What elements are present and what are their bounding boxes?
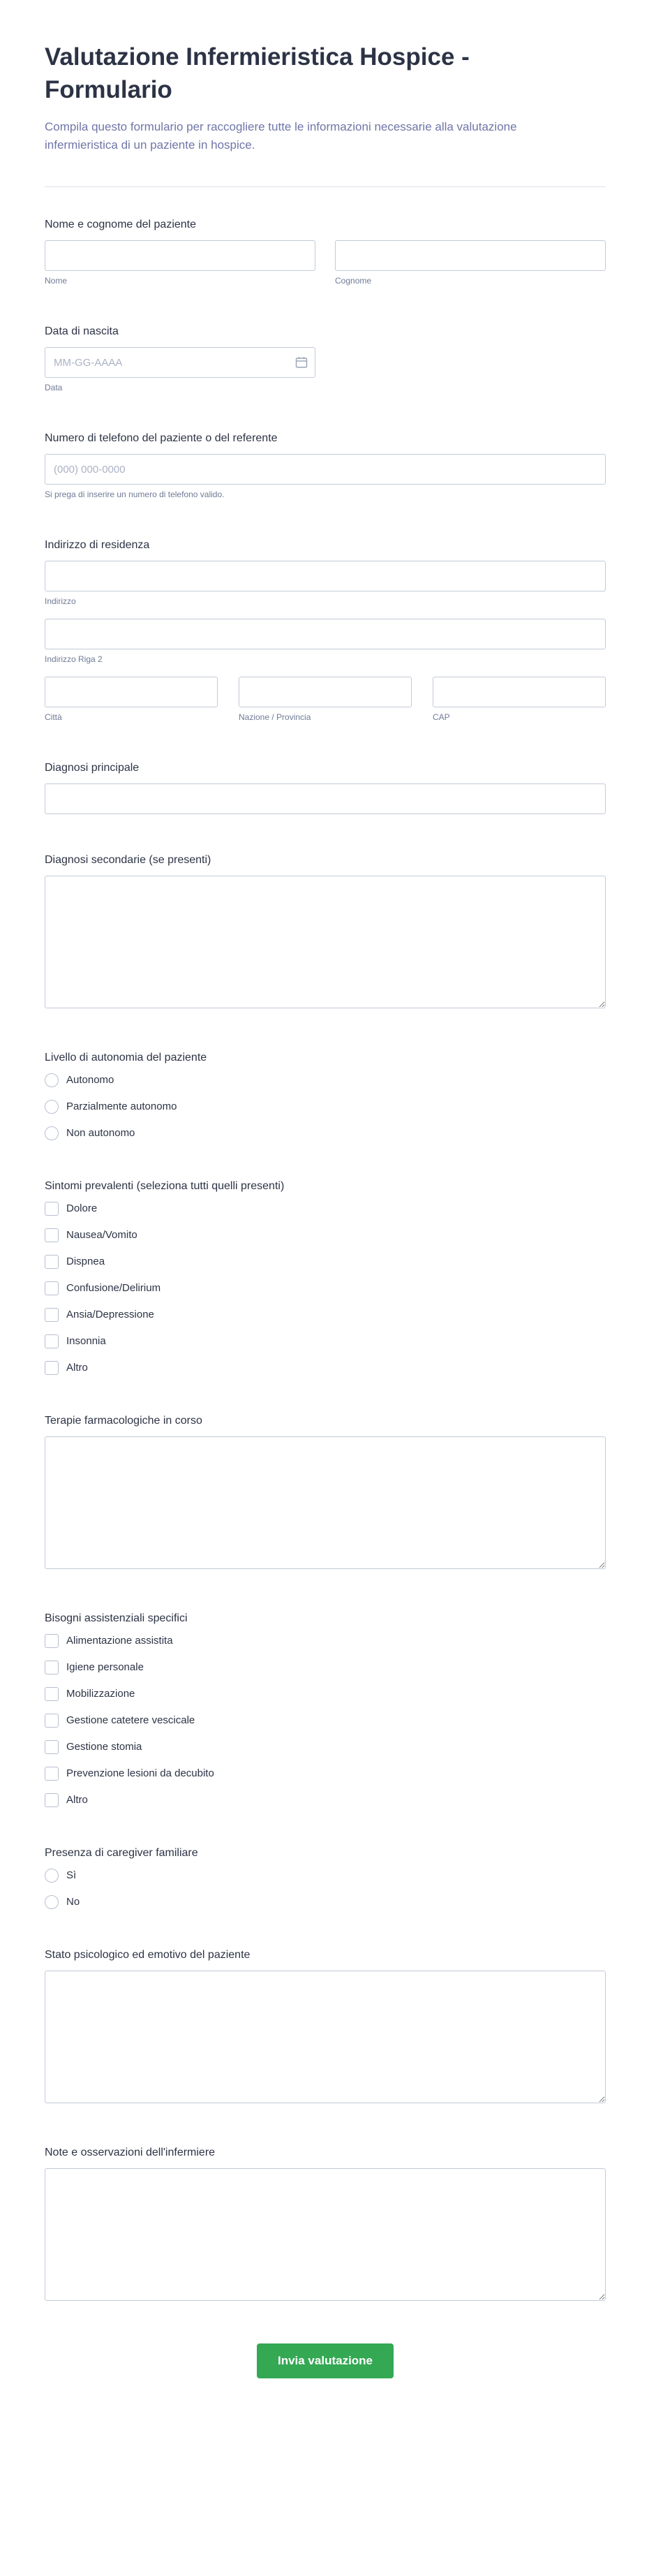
- last-name-input[interactable]: [335, 240, 606, 271]
- caregiver-label: Presenza di caregiver familiare: [45, 1847, 198, 1860]
- postal-input[interactable]: [433, 677, 606, 707]
- autonomy-option-1[interactable]: [45, 1100, 606, 1114]
- address-line2-input[interactable]: [45, 619, 606, 649]
- care-needs-option-6-label: Altro: [66, 1794, 88, 1806]
- address-line1-input[interactable]: [45, 561, 606, 591]
- symptoms-option-1[interactable]: [45, 1228, 606, 1242]
- symptoms-checkbox-6[interactable]: [45, 1361, 59, 1375]
- field-autonomy: [45, 1051, 606, 1140]
- field-caregiver: [45, 1846, 606, 1909]
- last-name-sublabel: Cognome: [335, 276, 372, 286]
- form-header: [45, 41, 606, 187]
- first-name-col: [45, 240, 315, 286]
- caregiver-option-1[interactable]: [45, 1895, 606, 1909]
- symptoms-option-2-label: Dispnea: [66, 1256, 105, 1268]
- symptoms-option-0[interactable]: [45, 1202, 606, 1216]
- autonomy-option-1-label: Parzialmente autonomo: [66, 1101, 177, 1113]
- symptoms-checkbox-5[interactable]: [45, 1334, 59, 1348]
- symptoms-option-5-label: Insonnia: [66, 1335, 106, 1348]
- city-input[interactable]: [45, 677, 218, 707]
- care-needs-checkbox-0[interactable]: [45, 1634, 59, 1648]
- autonomy-option-0[interactable]: [45, 1073, 606, 1087]
- state-col: [239, 677, 412, 722]
- page-title: Valutazione Infermieristica Hospice - Formulario: [45, 43, 470, 104]
- last-name-col: [335, 240, 606, 286]
- care-needs-option-3-label: Gestione catetere vescicale: [66, 1714, 195, 1727]
- full-name-label: Nome e cognome del paziente: [45, 219, 197, 231]
- secondary-diagnosis-label: Diagnosi secondarie (se presenti): [45, 854, 211, 867]
- autonomy-option-0-label: Autonomo: [66, 1074, 114, 1087]
- symptoms-option-5[interactable]: [45, 1334, 606, 1348]
- birth-date-label: Data di nascita: [45, 325, 119, 338]
- symptoms-option-3[interactable]: [45, 1281, 606, 1295]
- symptoms-checkbox-0[interactable]: [45, 1202, 59, 1216]
- field-notes: [45, 2146, 606, 2304]
- symptoms-checkbox-1[interactable]: [45, 1228, 59, 1242]
- full-name-row: [45, 240, 606, 286]
- autonomy-radio-1[interactable]: [45, 1100, 59, 1114]
- calendar-icon[interactable]: [295, 356, 308, 369]
- autonomy-radio-0[interactable]: [45, 1073, 59, 1087]
- address-line2-sublabel: Indirizzo Riga 2: [45, 654, 103, 665]
- field-primary-diagnosis: [45, 761, 606, 814]
- state-sublabel: Nazione / Provincia: [239, 712, 311, 723]
- first-name-sublabel: Nome: [45, 276, 68, 286]
- phone-label: Numero di telefono del paziente o del referente: [45, 432, 278, 445]
- state-input[interactable]: [239, 677, 412, 707]
- symptoms-option-4-label: Ansia/Depressione: [66, 1309, 154, 1321]
- psych-state-textarea[interactable]: [45, 1971, 606, 2103]
- therapies-textarea[interactable]: [45, 1436, 606, 1569]
- page-subtitle: Compila questo formulario per raccogliere tutte le informazioni necessarie alla valutazione infermieristica di un paziente in hospice.: [45, 119, 517, 152]
- field-care-needs: [45, 1612, 606, 1807]
- submit-button[interactable]: Invia valutazione: [257, 2343, 394, 2378]
- field-psych-state: [45, 1948, 606, 2107]
- primary-diagnosis-label: Diagnosi principale: [45, 762, 140, 774]
- birth-date-wrap: [45, 347, 315, 378]
- field-phone: [45, 432, 606, 499]
- care-needs-label: Bisogni assistenziali specifici: [45, 1612, 188, 1625]
- symptoms-checkbox-2[interactable]: [45, 1255, 59, 1269]
- care-needs-checkbox-6[interactable]: [45, 1793, 59, 1807]
- symptoms-option-6-label: Altro: [66, 1362, 88, 1374]
- phone-sublabel: Si prega di inserire un numero di telefono valido.: [45, 490, 225, 500]
- autonomy-radio-2[interactable]: [45, 1126, 59, 1140]
- city-col: [45, 677, 218, 722]
- symptoms-checkbox-4[interactable]: [45, 1308, 59, 1322]
- address-line1-row: [45, 561, 606, 606]
- symptoms-option-2[interactable]: [45, 1255, 606, 1269]
- care-needs-option-5[interactable]: [45, 1767, 606, 1781]
- primary-diagnosis-input[interactable]: [45, 783, 606, 814]
- care-needs-checkbox-1[interactable]: [45, 1661, 59, 1675]
- care-needs-checkbox-4[interactable]: [45, 1740, 59, 1754]
- symptoms-option-0-label: Dolore: [66, 1202, 98, 1215]
- psych-state-label: Stato psicologico ed emotivo del paziente: [45, 1949, 251, 1962]
- autonomy-label: Livello di autonomia del paziente: [45, 1052, 207, 1064]
- birth-date-input[interactable]: [45, 347, 315, 378]
- caregiver-option-0-label: Sì: [66, 1869, 77, 1882]
- postal-sublabel: CAP: [433, 712, 450, 723]
- autonomy-option-2-label: Non autonomo: [66, 1127, 135, 1140]
- address-line2-row: [45, 619, 606, 664]
- symptoms-label: Sintomi prevalenti (seleziona tutti quelli presenti): [45, 1180, 285, 1193]
- care-needs-option-4[interactable]: [45, 1740, 606, 1754]
- care-needs-option-5-label: Prevenzione lesioni da decubito: [66, 1767, 214, 1780]
- symptoms-option-6[interactable]: [45, 1361, 606, 1375]
- care-needs-option-3[interactable]: [45, 1714, 606, 1728]
- caregiver-option-1-label: No: [66, 1896, 80, 1908]
- symptoms-option-4[interactable]: [45, 1308, 606, 1322]
- notes-textarea[interactable]: [45, 2168, 606, 2301]
- therapies-label: Terapie farmacologiche in corso: [45, 1415, 202, 1427]
- field-birth-date: [45, 325, 606, 392]
- care-needs-option-1[interactable]: [45, 1661, 606, 1675]
- care-needs-option-2-label: Mobilizzazione: [66, 1688, 135, 1700]
- address-city-row: [45, 677, 606, 722]
- field-symptoms: [45, 1179, 606, 1375]
- city-sublabel: Città: [45, 712, 62, 723]
- field-therapies: [45, 1414, 606, 1573]
- submit-row: [45, 2343, 606, 2378]
- autonomy-option-2[interactable]: [45, 1126, 606, 1140]
- caregiver-radio-0[interactable]: [45, 1869, 59, 1883]
- caregiver-option-0[interactable]: [45, 1869, 606, 1883]
- care-needs-option-6[interactable]: [45, 1793, 606, 1807]
- symptoms-checkbox-3[interactable]: [45, 1281, 59, 1295]
- care-needs-option-1-label: Igiene personale: [66, 1661, 144, 1674]
- postal-col: [433, 677, 606, 722]
- caregiver-radio-1[interactable]: [45, 1895, 59, 1909]
- symptoms-option-1-label: Nausea/Vomito: [66, 1229, 137, 1242]
- care-needs-option-0-label: Alimentazione assistita: [66, 1635, 173, 1647]
- symptoms-option-3-label: Confusione/Delirium: [66, 1282, 161, 1295]
- birth-date-sublabel: Data: [45, 383, 63, 393]
- address-line1-sublabel: Indirizzo: [45, 596, 76, 607]
- field-address: [45, 538, 606, 722]
- first-name-input[interactable]: [45, 240, 315, 271]
- care-needs-checkbox-5[interactable]: [45, 1767, 59, 1781]
- care-needs-checkbox-2[interactable]: [45, 1687, 59, 1701]
- field-secondary-diagnosis: [45, 853, 606, 1012]
- secondary-diagnosis-textarea[interactable]: [45, 876, 606, 1008]
- care-needs-checkbox-3[interactable]: [45, 1714, 59, 1728]
- notes-label: Note e osservazioni dell'infermiere: [45, 2147, 216, 2159]
- field-full-name: [45, 218, 606, 286]
- phone-input[interactable]: [45, 454, 606, 485]
- care-needs-option-2[interactable]: [45, 1687, 606, 1701]
- address-label: Indirizzo di residenza: [45, 539, 150, 552]
- care-needs-option-0[interactable]: [45, 1634, 606, 1648]
- care-needs-option-4-label: Gestione stomia: [66, 1741, 142, 1753]
